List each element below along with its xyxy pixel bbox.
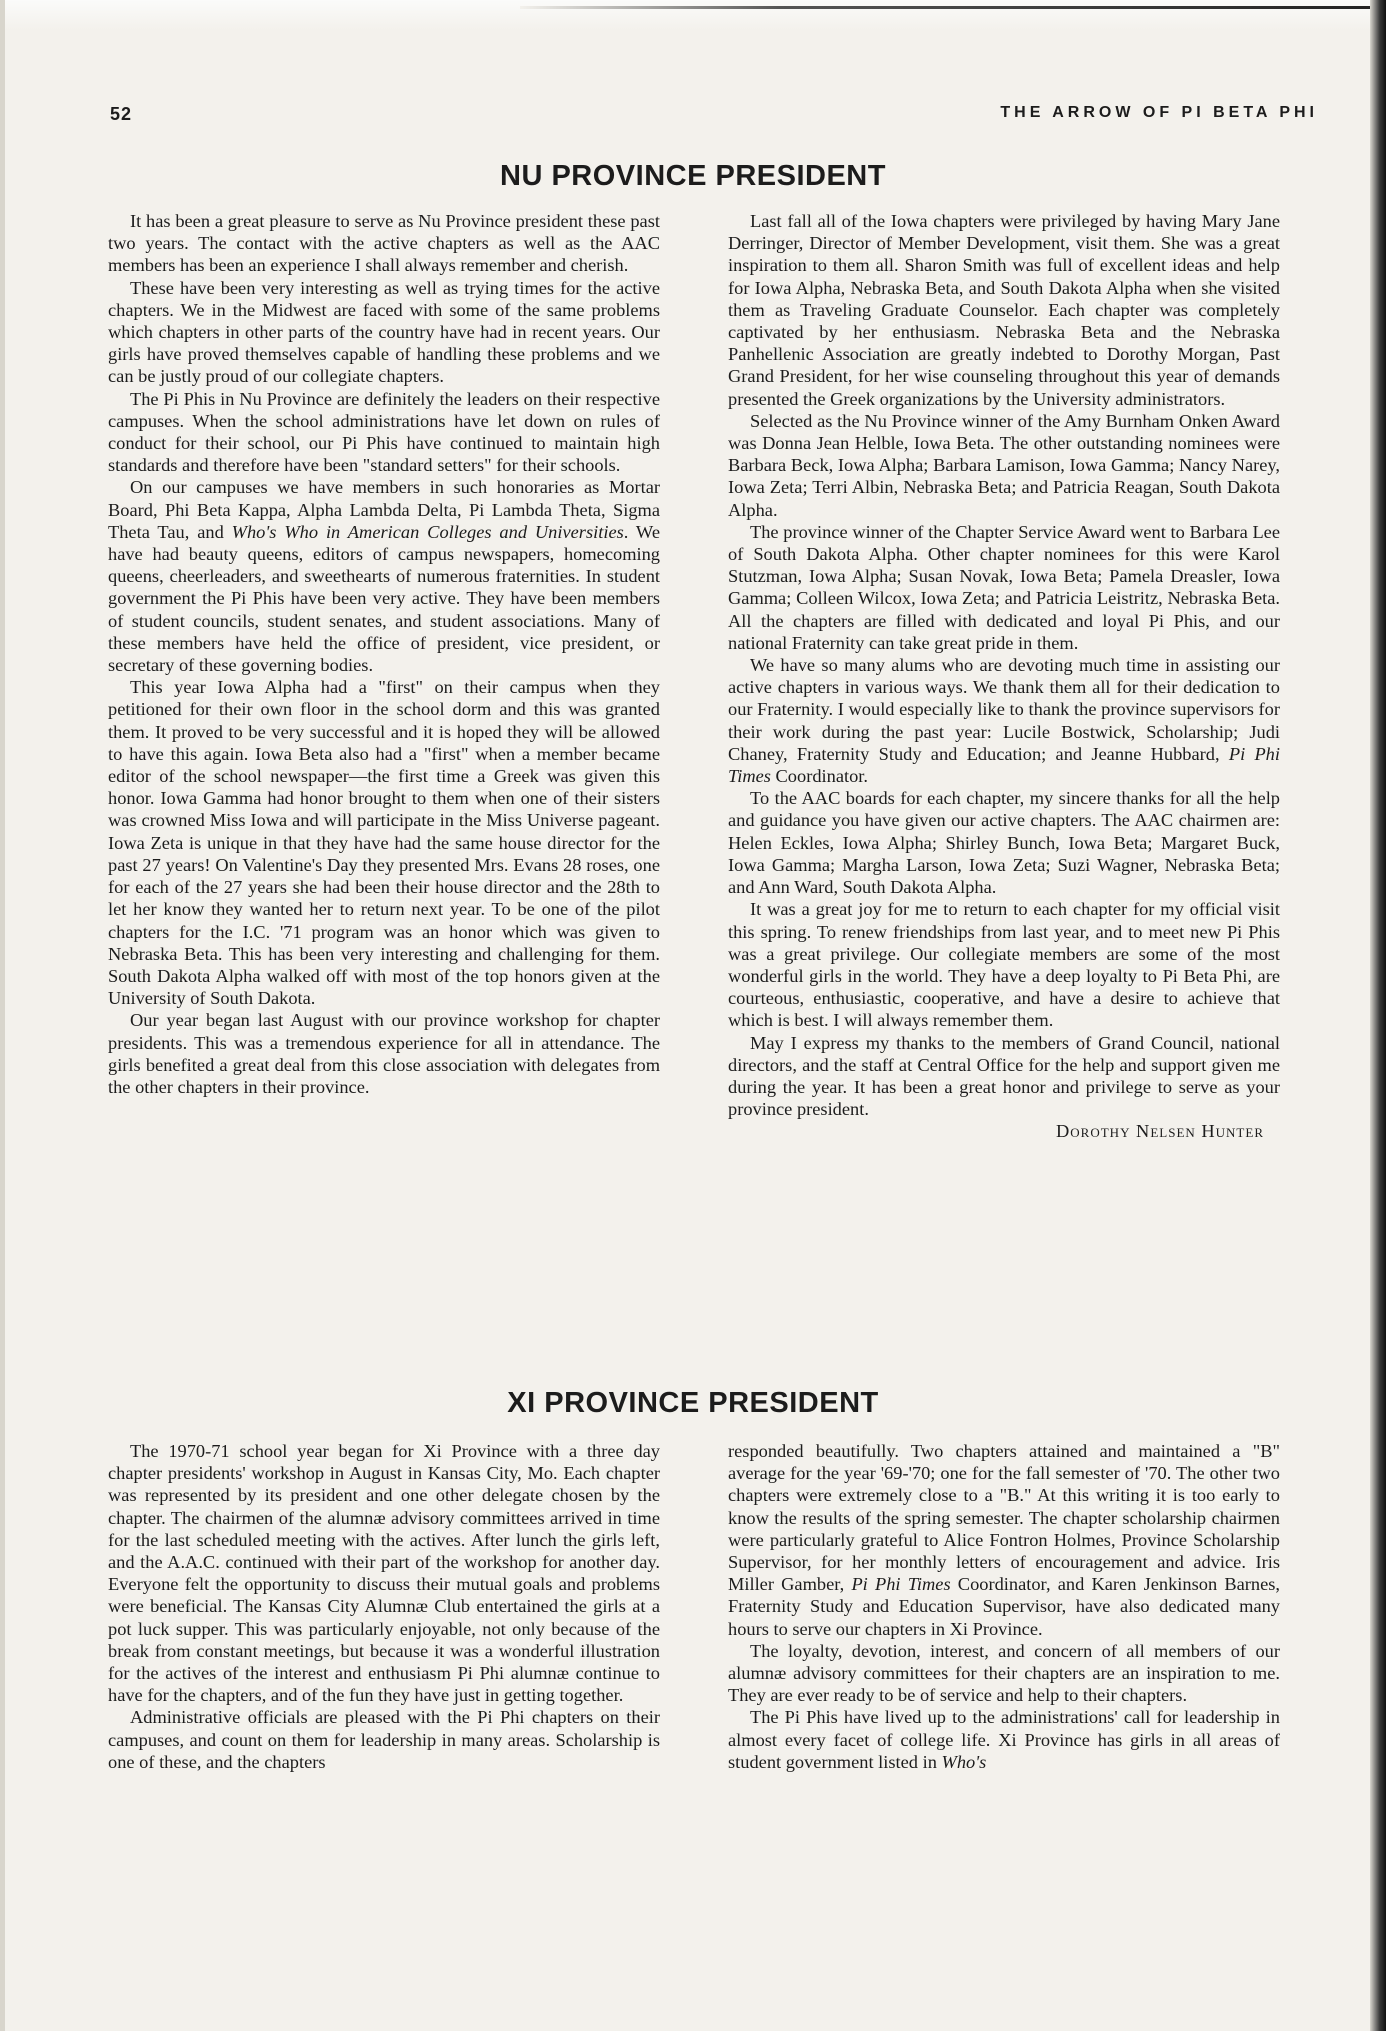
italic-title: Pi Phi Times bbox=[728, 743, 1280, 787]
author-signature: Dorothy Nelsen Hunter bbox=[1056, 1121, 1264, 1142]
italic-title: Who's bbox=[941, 1751, 987, 1772]
nu-paragraph: This year Iowa Alpha had a "first" on their campus when they petitioned for their own floor in the school dorm and this was granted them. It proved to be very successful and it is hoped they will be allowed to have this again. Iowa Beta also had a "first" when a member became editor of the school newspaper—the first time a Greek was given this honor. Iowa Gamma had honor brought to them when one of their sisters was crowned Miss Iowa and will participate in the Miss Universe pageant. Iowa Zeta is unique in that they have had the same house director for the past 27 years! On Valentine's Day they presented Mrs. Evans 28 roses, one for each of the 27 years she had been their house director and the 28th to let her know they wanted her to return next year. To be one of the pilot chapters for the I.C. '71 program was an honor which was given to Nebraska Beta. This has been very interesting and challenging for them. South Dakota Alpha walked off with most of the top honors given at the University of South Dakota. bbox=[108, 677, 660, 1009]
nu-paragraph: It has been a great pleasure to serve as Nu Province president these past two years. The contact with the active chapters as well as the AAC members has been an experience I shall always remember and cherish. bbox=[108, 211, 660, 276]
nu-paragraph: The province winner of the Chapter Service Award went to Barbara Lee of South Dakota Alpha. Other chapter nominees for this were Karol Stutzman, Iowa Alpha; Susan Novak, Iowa Beta; Pamela Dreasler, Iowa Gamma; Colleen Wilcox, Iowa Zeta; and Patricia Leistritz, Nebraska Beta. All the chapters are filled with dedicated and loyal Pi Phis, and our national Fraternity can take great pride in them. bbox=[728, 521, 1280, 653]
nu-paragraph: May I express my thanks to the members of Grand Council, national directors, and the staff at Central Office for the help and support given me during the year. It has been a great honor and privilege to serve as your province president. bbox=[728, 1032, 1280, 1120]
xi-paragraph: The loyalty, devotion, interest, and concern of all members of our alumnæ advisory committees for their chapters are an inspiration to me. They are ever ready to be of service and help to their chapters. bbox=[728, 1640, 1280, 1706]
italic-title: Pi Phi Times bbox=[851, 1574, 951, 1595]
nu-paragraph: We have so many alums who are devoting much time in assisting our active chapters in various ways. We thank them all for their dedication to our Fraternity. I would especially like to thank the province supervisors for their work during the past year: Lucile Bostwick, Scholarship; Judi Chaney, Fraternity Study and Education; and Jeanne Hubbard, Pi Phi Times Coordinator. bbox=[728, 655, 1280, 787]
xi-paragraph: The 1970-71 school year began for Xi Province with a three day chapter presidents' workshop in August in Kansas City, Mo. Each chapter was represented by its president and one other delegate chosen by the chapter. The chairmen of the alumnæ advisory committees arrived in time for the last scheduled meeting with the actives. After lunch the girls left, and the A.A.C. continued with their part of the workshop for another day. Everyone felt the opportunity to discuss their mutual goals and problems were beneficial. The Kansas City Alumnæ Club entertained the girls at a pot luck supper. This was particularly enjoyable, not only because of the break from constant meetings, but because it was a wonderful illustration for the actives of the interest and enthusiasm Pi Phi alumnæ continue to have for the chapters, and of the fun they have just in getting together. bbox=[108, 1441, 660, 1706]
xi-paragraph: The Pi Phis have lived up to the administrations' call for leadership in almost every facet of college life. Xi Province has girls in all areas of student government listed in Who's bbox=[728, 1707, 1280, 1772]
italic-title: Who's Who in American Colleges and Universities bbox=[231, 521, 624, 542]
xi-left-column bbox=[108, 1440, 660, 1773]
scan-top-edge bbox=[0, 0, 1386, 30]
nu-paragraph: These have been very interesting as well as trying times for the active chapters. We in the Midwest are faced with some of the same problems which chapters in other parts of the country have had in recent years. Our girls have proved themselves capable of handling these problems and we can be justly proud of our collegiate chapters. bbox=[108, 277, 660, 387]
scan-right-edge bbox=[1370, 0, 1386, 2031]
nu-paragraph: Last fall all of the Iowa chapters were privileged by having Mary Jane Derringer, Director of Member Development, visit them. She was a great inspiration to them all. Sharon Smith was full of excellent ideas and help for Iowa Alpha, Nebraska Beta, and South Dakota Alpha when she visited them as Traveling Graduate Counselor. Each chapter was completely captivated by her enthusiasm. Nebraska Beta and the Nebraska Panhellenic Association are greatly indebted to Dorothy Morgan, Past Grand President, for her wise counseling throughout this year of demands presented the Greek organizations by the University administrators. bbox=[728, 211, 1280, 409]
nu-paragraph: The Pi Phis in Nu Province are definitely the leaders on their respective campuses. When the school administrations have let down on rules of conduct for their school, our Pi Phis have continued to maintain high standards and therefore have been "standard setters" for their schools. bbox=[108, 388, 660, 476]
nu-paragraph: Our year began last August with our province workshop for chapter presidents. This was a tremendous experience for all in attendance. The girls benefited a great deal from this close association with delegates from the other chapters in their province. bbox=[108, 1010, 660, 1097]
nu-left-column bbox=[108, 210, 660, 1098]
nu-paragraph: It was a great joy for me to return to each chapter for my official visit this spring. To renew friendships from last year, and to meet new Pi Phis was a great privilege. Our collegiate members are some of the most wonderful girls in the world. They have a deep loyalty to Pi Beta Phi, are courteous, enthusiastic, cooperative, and have a desire to achieve that which is best. I will always remember them. bbox=[728, 899, 1280, 1031]
xi-province-title: XI PROVINCE PRESIDENT bbox=[507, 1387, 879, 1419]
running-title: THE ARROW OF PI BETA PHI bbox=[1000, 104, 1318, 121]
nu-paragraph: Selected as the Nu Province winner of the Amy Burnham Onken Award was Donna Jean Helble, Iowa Beta. The other outstanding nominees were Barbara Beck, Iowa Alpha; Barbara Lamison, Iowa Gamma; Nancy Narey, Iowa Zeta; Terri Albin, Nebraska Beta; and Patricia Reagan, South Dakota Alpha. bbox=[728, 410, 1280, 520]
page-number: 52 bbox=[110, 104, 133, 124]
xi-right-column bbox=[728, 1440, 1280, 1773]
nu-right-column bbox=[728, 210, 1280, 1143]
nu-province-title: NU PROVINCE PRESIDENT bbox=[500, 160, 886, 192]
nu-paragraph: On our campuses we have members in such honoraries as Mortar Board, Phi Beta Kappa, Alpha Lambda Delta, Pi Lambda Theta, Sigma Theta Tau, and Who's Who in American Colleges and Universities. We have had beauty queens, editors of campus newspapers, homecoming queens, cheerleaders, and sweethearts of numerous fraternities. In student government the Pi Phis have been very active. They have been members of student councils, student senates, and student associations. Many of these members have held the office of president, vice president, or secretary of these governing bodies. bbox=[108, 477, 660, 676]
scan-left-edge bbox=[0, 0, 5, 2031]
xi-paragraph: Administrative officials are pleased with the Pi Phi chapters on their campuses, and count on them for leadership in many areas. Scholarship is one of these, and the chapters bbox=[108, 1707, 660, 1772]
xi-paragraph: responded beautifully. Two chapters attained and maintained a "B" average for the year '69-'70; one for the fall semester of '70. The other two chapters were extremely close to a "B." At this writing it is too early to know the results of the spring semester. The chapter scholarship chairmen were particularly grateful to Alice Fontron Holmes, Province Scholarship Supervisor, for her monthly letters of encouragement and advice. Iris Miller Gamber, Pi Phi Times Coordinator, and Karen Jenkinson Barnes, Fraternity Study and Education Supervisor, have also dedicated many hours to serve our chapters in Xi Province. bbox=[728, 1441, 1280, 1639]
nu-paragraph: To the AAC boards for each chapter, my sincere thanks for all the help and guidance you have given our active chapters. The AAC chairmen are: Helen Eckles, Iowa Alpha; Shirley Bunch, Iowa Beta; Margaret Buck, Iowa Gamma; Margha Larson, Iowa Zeta; Suzi Wagner, Nebraska Beta; and Ann Ward, South Dakota Alpha. bbox=[728, 788, 1280, 898]
